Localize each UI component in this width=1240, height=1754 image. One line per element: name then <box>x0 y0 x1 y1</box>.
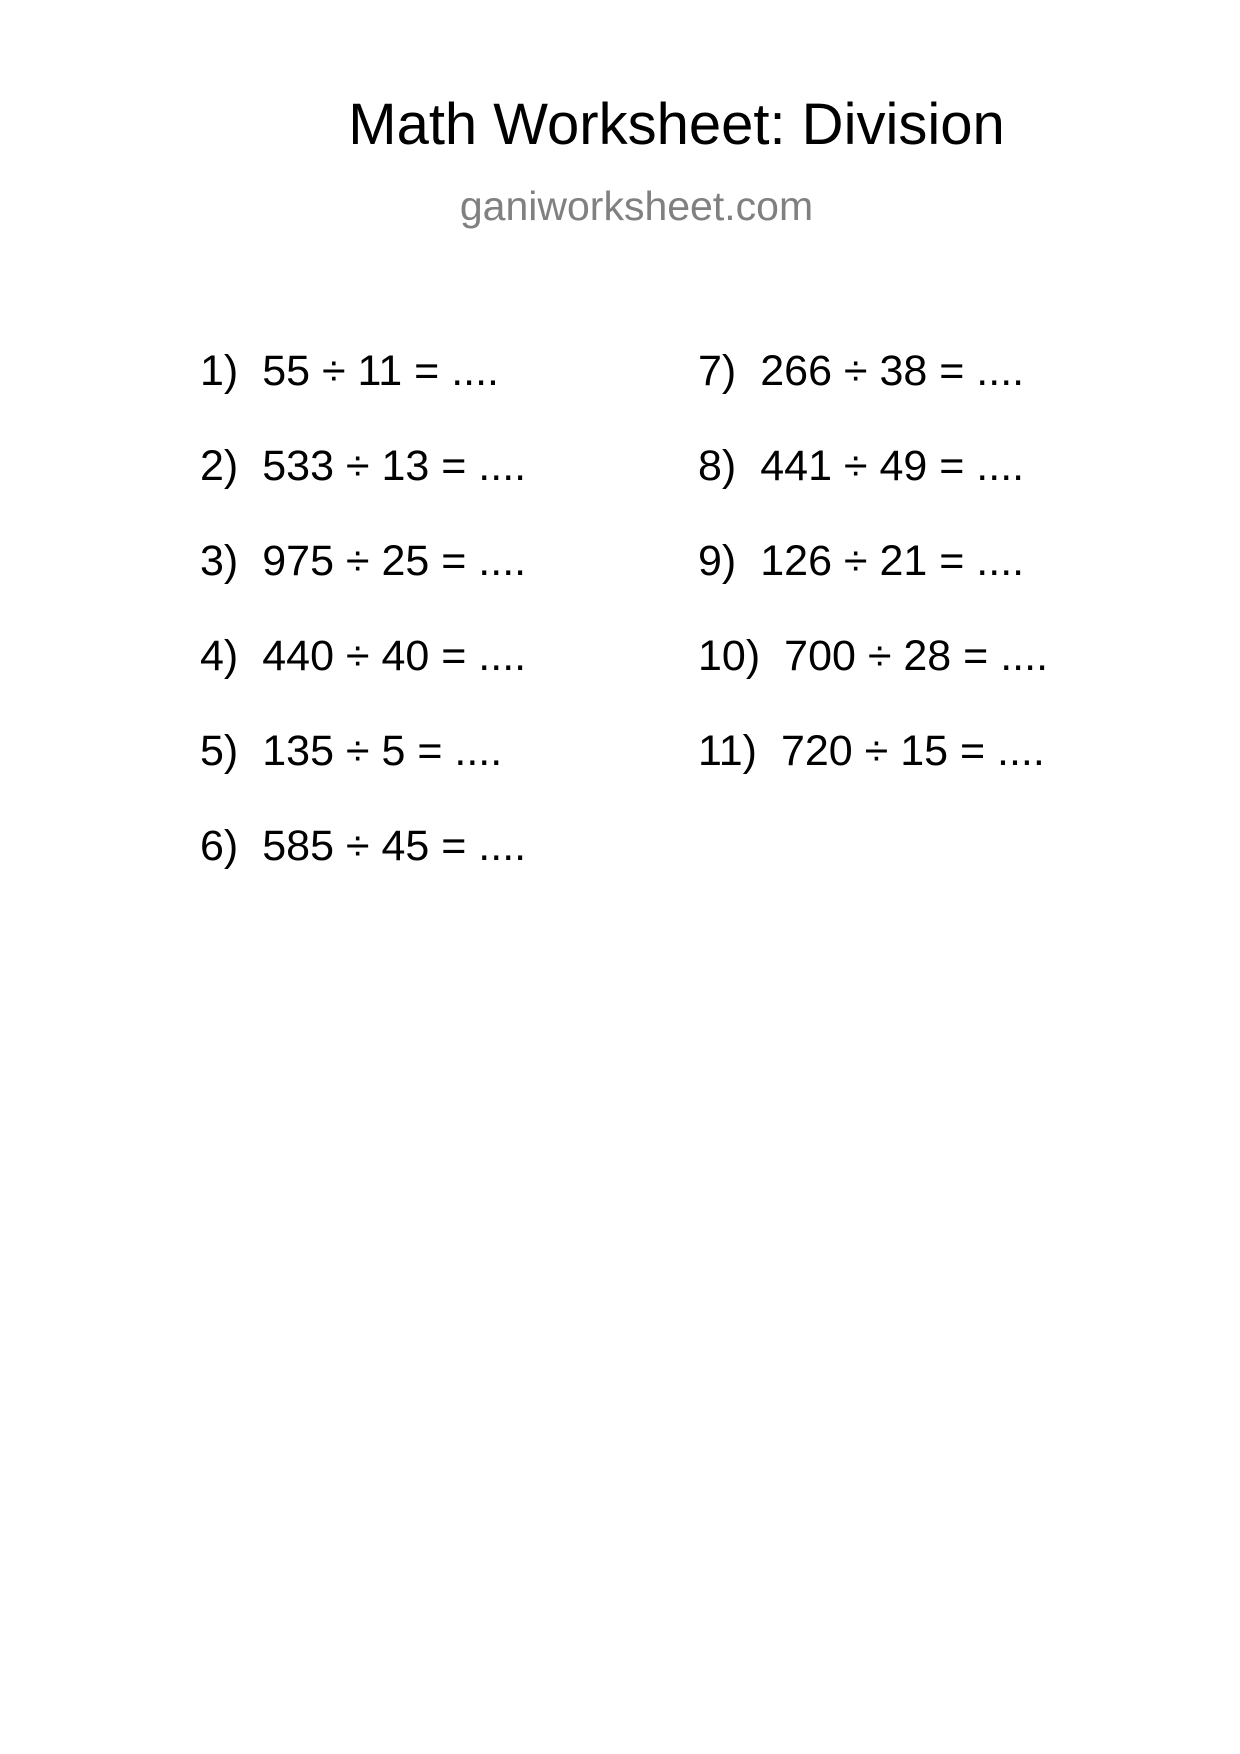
problem-number: 8) <box>698 442 737 490</box>
problem-expression: 975 ÷ 25 = .... <box>262 537 527 585</box>
problem-number: 1) <box>200 347 239 395</box>
problem-number: 7) <box>698 347 737 395</box>
problem-item <box>200 442 527 540</box>
problem-item <box>698 442 1048 540</box>
problem-number: 9) <box>698 537 737 585</box>
problem-number: 3) <box>200 537 239 585</box>
problem-expression: 585 ÷ 45 = .... <box>262 822 527 870</box>
website-subtitle: ganiworksheet.com <box>459 183 814 229</box>
problem-number: 4) <box>200 632 239 680</box>
problem-item <box>698 727 1048 825</box>
page-title: Math Worksheet: Division <box>348 92 1005 157</box>
problem-expression: 720 ÷ 15 = .... <box>780 727 1045 775</box>
problem-expression: 266 ÷ 38 = .... <box>760 347 1025 395</box>
problem-column-right <box>698 347 1049 825</box>
problem-item <box>200 822 527 920</box>
problem-item <box>698 632 1049 730</box>
problem-number: 6) <box>200 822 239 870</box>
problem-expression: 440 ÷ 40 = .... <box>262 632 527 680</box>
problem-number: 11) <box>698 727 757 775</box>
problem-expression: 533 ÷ 13 = .... <box>262 442 527 490</box>
problem-expression: 135 ÷ 5 = .... <box>262 727 503 775</box>
problem-item <box>698 347 1048 445</box>
problem-number: 2) <box>200 442 239 490</box>
problem-item <box>200 537 527 635</box>
problem-expression: 126 ÷ 21 = .... <box>760 537 1025 585</box>
problem-column-left <box>200 347 527 920</box>
problem-item <box>200 347 526 445</box>
problem-expression: 55 ÷ 11 = .... <box>262 347 499 395</box>
problem-number: 10) <box>698 632 761 680</box>
problem-item <box>200 632 527 730</box>
problem-number: 5) <box>200 727 239 775</box>
problem-expression: 700 ÷ 28 = .... <box>784 632 1049 680</box>
problem-expression: 441 ÷ 49 = .... <box>760 442 1025 490</box>
problem-item <box>200 727 526 825</box>
problem-item <box>698 537 1048 635</box>
